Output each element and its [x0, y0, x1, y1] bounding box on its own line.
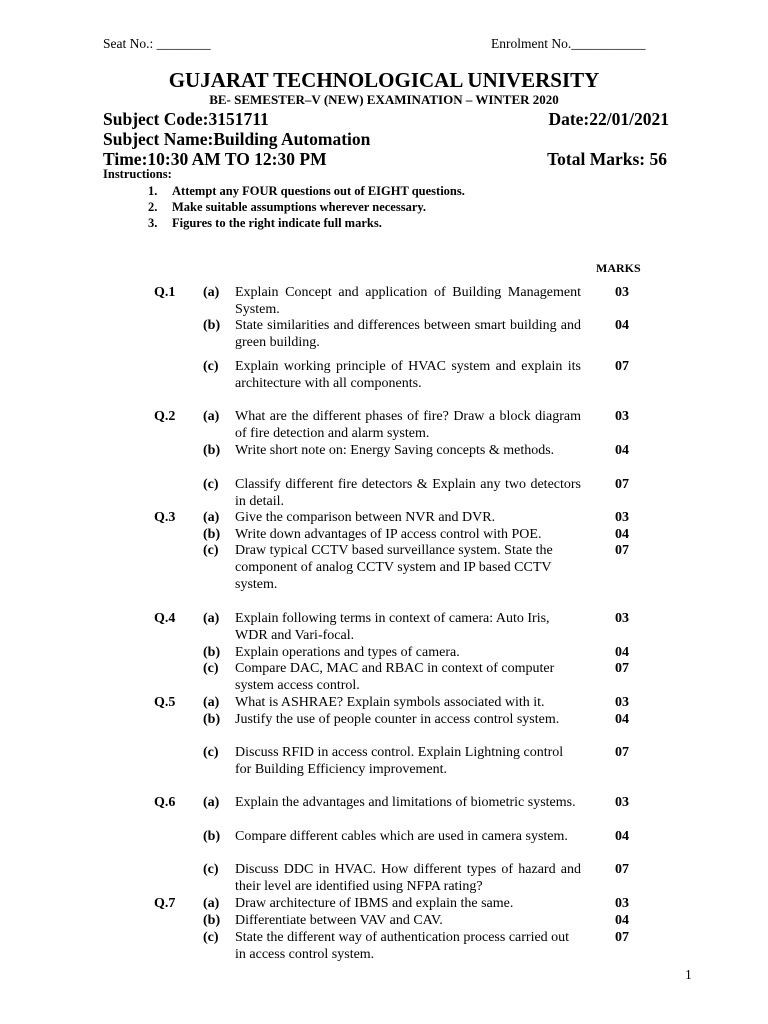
seat-number-field: Seat No.: ________	[103, 36, 211, 51]
part-label: (b)	[203, 645, 221, 660]
part-marks: 03	[615, 409, 629, 424]
part-text: Discuss RFID in access control. Explain Lightning control for Building Efficiency improvement.	[235, 745, 564, 777]
part-marks: 07	[615, 862, 629, 877]
part-label: (a)	[203, 795, 220, 810]
part-text: Justify the use of people counter in access control system.	[235, 712, 560, 727]
part-label: (b)	[203, 318, 221, 333]
part-text: Write down advantages of IP access control with POE.	[235, 527, 542, 542]
part-label: (c)	[203, 862, 219, 877]
part-marks: 04	[615, 645, 629, 660]
part-text: State similarities and differences between smart building and green building.	[235, 318, 581, 350]
university-title: GUJARAT TECHNOLOGICAL UNIVERSITY	[168, 68, 600, 92]
part-text: Differentiate between VAV and CAV.	[235, 913, 443, 928]
question-number: Q.1	[154, 285, 176, 300]
part-text: Explain working principle of HVAC system and explain its architecture with all components.	[235, 359, 581, 391]
subject-name: Subject Name:Building Automation	[103, 129, 371, 149]
question-number: Q.6	[154, 795, 176, 810]
part-text: Draw typical CCTV based surveillance system. State the component of analog CCTV system and IP based CCTV system.	[235, 543, 553, 592]
part-text: Compare different cables which are used in camera system.	[235, 829, 568, 844]
part-text: Compare DAC, MAC and RBAC in context of computer system access control.	[235, 661, 555, 693]
part-label: (c)	[203, 477, 219, 492]
part-marks: 07	[615, 930, 629, 945]
subject-code: Subject Code:3151711	[103, 109, 269, 129]
part-label: (c)	[203, 543, 219, 558]
total-marks: Total Marks: 56	[547, 149, 667, 169]
part-label: (c)	[203, 359, 219, 374]
part-marks: 04	[615, 443, 629, 458]
instruction-3-text: Figures to the right indicate full marks.	[172, 216, 382, 230]
part-marks: 03	[615, 695, 629, 710]
instruction-3-number: 3.	[148, 216, 158, 230]
part-marks: 04	[615, 913, 629, 928]
instructions-heading: Instructions:	[103, 167, 172, 181]
part-marks: 03	[615, 611, 629, 626]
question-number: Q.4	[154, 611, 176, 626]
part-label: (a)	[203, 896, 220, 911]
part-text: Draw architecture of IBMS and explain the same.	[235, 896, 514, 911]
part-label: (b)	[203, 913, 221, 928]
part-text: What are the different phases of fire? Draw a block diagram of fire detection and alarm system.	[235, 409, 581, 441]
part-marks: 07	[615, 543, 629, 558]
part-label: (b)	[203, 443, 221, 458]
part-label: (b)	[203, 712, 221, 727]
enrolment-number-field: Enrolment No.___________	[491, 36, 646, 51]
part-marks: 03	[615, 795, 629, 810]
part-text: Discuss DDC in HVAC. How different types of hazard and their level are identified using NFPA rating?	[235, 862, 581, 894]
instruction-1-number: 1.	[148, 184, 158, 198]
part-text: Explain following terms in context of camera: Auto Iris, WDR and Vari-focal.	[235, 611, 550, 643]
question-number: Q.3	[154, 510, 176, 525]
part-text: What is ASHRAE? Explain symbols associated with it.	[235, 695, 545, 710]
part-label: (c)	[203, 930, 219, 945]
part-marks: 03	[615, 896, 629, 911]
part-text: State the different way of authentication process carried out in access control system.	[235, 930, 570, 962]
part-marks: 04	[615, 712, 629, 727]
part-marks: 03	[615, 285, 629, 300]
part-marks: 07	[615, 477, 629, 492]
part-label: (b)	[203, 527, 221, 542]
part-marks: 07	[615, 661, 629, 676]
marks-column-heading: MARKS	[596, 261, 641, 275]
part-label: (a)	[203, 510, 220, 525]
instruction-1-text: Attempt any FOUR questions out of EIGHT questions.	[172, 184, 465, 198]
part-text: Write short note on: Energy Saving concepts & methods.	[235, 443, 555, 458]
question-number: Q.5	[154, 695, 176, 710]
part-marks: 04	[615, 527, 629, 542]
exam-title: BE- SEMESTER–V (NEW) EXAMINATION – WINTER 2020	[209, 92, 559, 107]
question-number: Q.7	[154, 896, 176, 911]
exam-time: Time:10:30 AM TO 12:30 PM	[103, 149, 327, 169]
part-text: Explain operations and types of camera.	[235, 645, 460, 660]
instruction-2-text: Make suitable assumptions wherever necessary.	[172, 200, 427, 214]
part-text: Classify different fire detectors & Explain any two detectors in detail.	[235, 477, 581, 509]
part-marks: 07	[615, 745, 629, 760]
part-label: (b)	[203, 829, 221, 844]
page-number: 1	[685, 967, 692, 982]
part-marks: 04	[615, 829, 629, 844]
part-marks: 03	[615, 510, 629, 525]
part-label: (c)	[203, 745, 219, 760]
part-marks: 04	[615, 318, 629, 333]
part-label: (a)	[203, 695, 220, 710]
part-text: Give the comparison between NVR and DVR.	[235, 510, 496, 525]
instruction-2-number: 2.	[148, 200, 158, 214]
part-marks: 07	[615, 359, 629, 374]
part-text: Explain Concept and application of Building Management System.	[235, 285, 581, 317]
exam-date: Date:22/01/2021	[548, 109, 669, 129]
part-label: (c)	[203, 661, 219, 676]
part-text: Explain the advantages and limitations of biometric systems.	[235, 795, 576, 810]
part-label: (a)	[203, 285, 220, 300]
question-number: Q.2	[154, 409, 176, 424]
part-label: (a)	[203, 409, 220, 424]
part-label: (a)	[203, 611, 220, 626]
